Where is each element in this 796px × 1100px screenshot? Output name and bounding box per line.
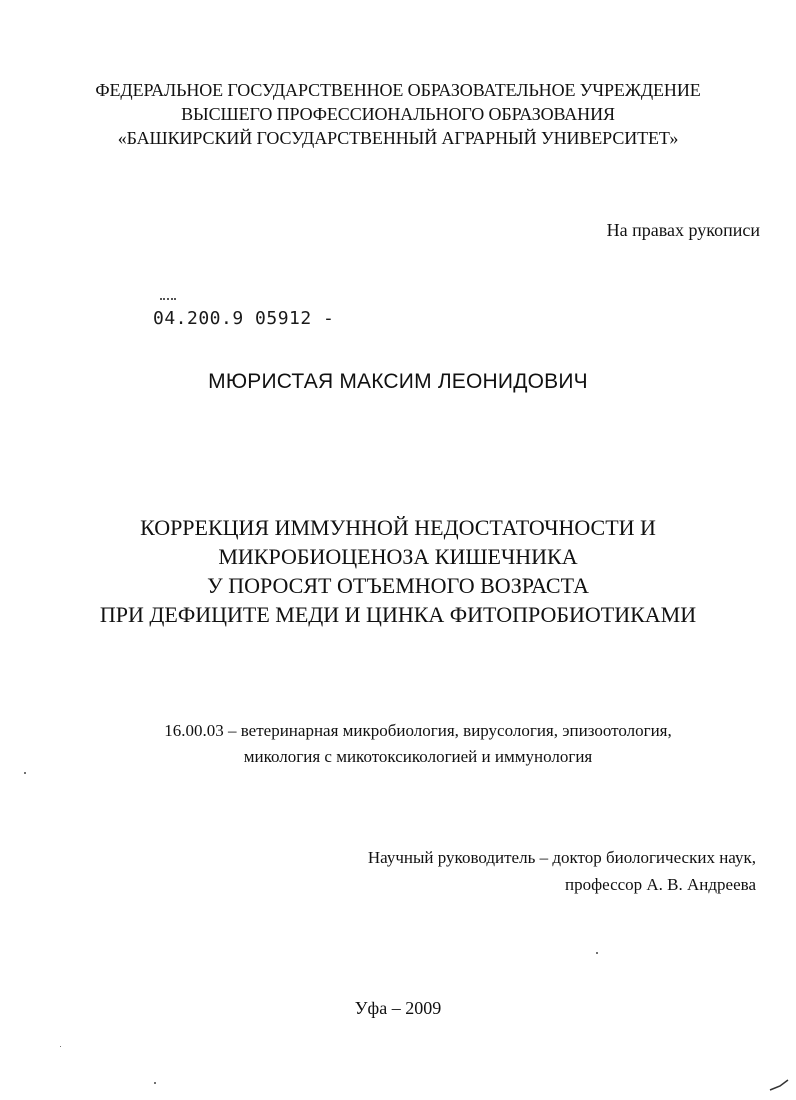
scan-speck <box>596 952 598 954</box>
institution-line-3: «БАШКИРСКИЙ ГОСУДАРСТВЕННЫЙ АГРАРНЫЙ УНИВЕРСИТЕТ» <box>117 128 679 148</box>
title-line-3: У ПОРОСЯТ ОТЪЕМНОГО ВОЗРАСТА <box>207 573 589 598</box>
institution-header <box>0 78 796 150</box>
title-line-2: МИКРОБИОЦЕНОЗА КИШЕЧНИКА <box>218 544 578 569</box>
registration-stamp: 04.200.9 05912 - <box>153 308 335 329</box>
dissertation-title <box>0 513 796 629</box>
specialty-code <box>0 718 796 770</box>
scan-speck <box>24 772 26 774</box>
title-line-1: КОРРЕКЦИЯ ИММУННОЙ НЕДОСТАТОЧНОСТИ И <box>140 515 656 540</box>
scientific-supervisor <box>368 844 756 898</box>
institution-line-1: ФЕДЕРАЛЬНОЕ ГОСУДАРСТВЕННОЕ ОБРАЗОВАТЕЛЬНОЕ УЧРЕЖДЕНИЕ <box>95 80 701 100</box>
scan-speck <box>60 1046 61 1047</box>
stamp-dots <box>160 298 176 303</box>
specialty-line-1: 16.00.03 – ветеринарная микробиология, вирусология, эпизоотология, <box>164 721 672 740</box>
scan-scratch <box>768 1078 790 1092</box>
specialty-line-2: микология с микотоксикологией и иммунология <box>243 747 593 766</box>
supervisor-line-1: Научный руководитель – доктор биологических наук, <box>367 848 756 867</box>
scan-speck <box>154 1082 156 1084</box>
supervisor-line-2: профессор А. В. Андреева <box>564 875 756 894</box>
manuscript-note: На правах рукописи <box>606 220 760 240</box>
institution-line-2: ВЫСШЕГО ПРОФЕССИОНАЛЬНОГО ОБРАЗОВАНИЯ <box>181 104 615 124</box>
city-year: Уфа – 2009 <box>354 998 442 1018</box>
title-line-4: ПРИ ДЕФИЦИТЕ МЕДИ И ЦИНКА ФИТОПРОБИОТИКАМИ <box>99 602 697 627</box>
author-name: МЮРИСТАЯ МАКСИМ ЛЕОНИДОВИЧ <box>208 370 588 393</box>
